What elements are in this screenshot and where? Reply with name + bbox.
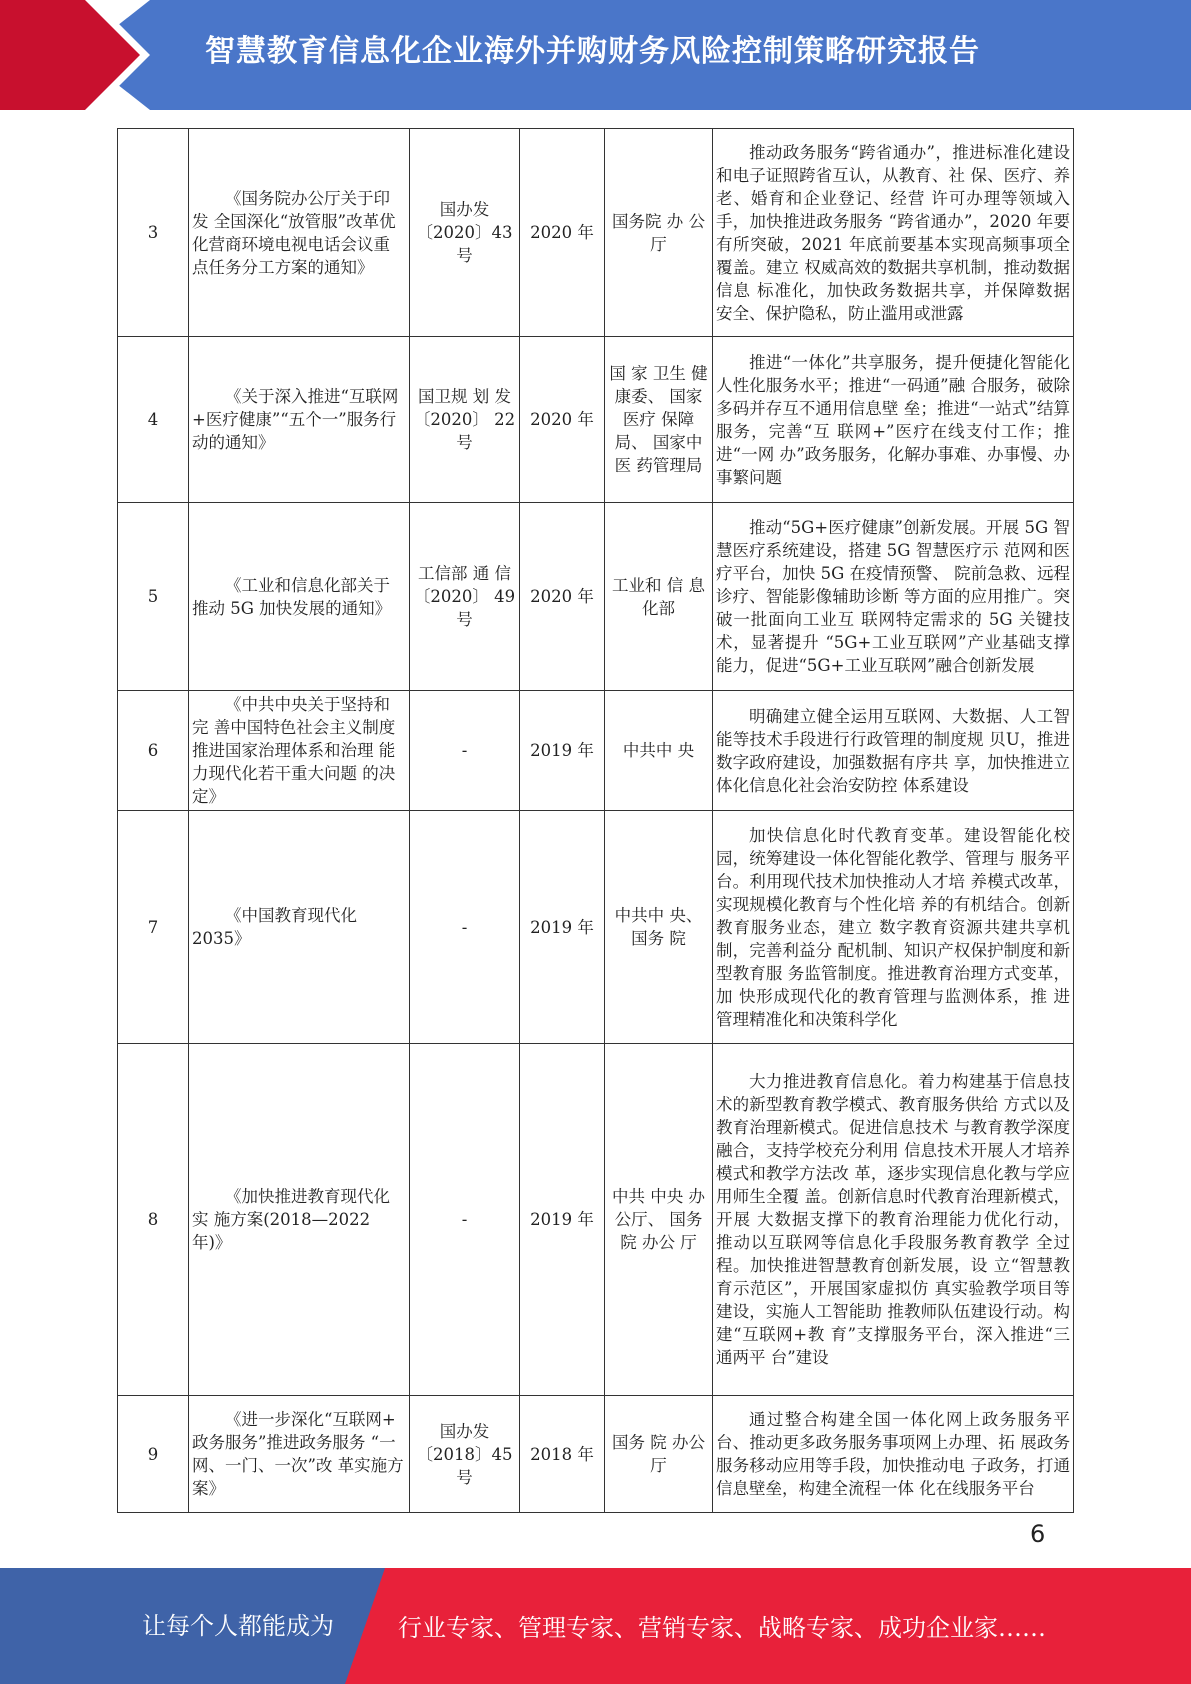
report-title: 智慧教育信息化企业海外并购财务风险控制策略研究报告 bbox=[205, 34, 980, 69]
footer-slogan-roles: 行业专家、管理专家、营销专家、战略专家、成功企业家…… bbox=[398, 1614, 1046, 1642]
policy-content: 明确建立健全运用互联网、大数据、人工智能等技术手段进行行政管理的制度规 贝U，推进数字政府建设，加强数据有序共 享，加快推进立体化信息化社会治安防控 体系建设 bbox=[713, 691, 1074, 811]
document-number: - bbox=[410, 1044, 520, 1396]
issue-year: 2020 年 bbox=[520, 129, 605, 337]
row-number: 5 bbox=[118, 503, 189, 691]
policy-content: 通过整合构建全国一体化网上政务服务平 台、推动更多政务服务事项网上办理、拓 展政务服务移动应用等手段，加快推动电 子政务，打通信息壁垒，构建全流程一体 化在线服务平台 bbox=[713, 1396, 1074, 1513]
table-row bbox=[118, 691, 1074, 811]
document-number: 国办发〔2020〕43 号 bbox=[410, 129, 520, 337]
page-footer bbox=[0, 1568, 1191, 1684]
footer-slogan-lead: 让每个人都能成为 bbox=[142, 1612, 334, 1640]
document-title: 《工业和信息化部关于推动 5G 加快发展的通知》 bbox=[189, 503, 410, 691]
page-number: 6 bbox=[1030, 1520, 1046, 1548]
document-title: 《中国教育现代化 2035》 bbox=[189, 811, 410, 1044]
issuing-authority: 中共 中央 办公厅、 国务 院 办公 厅 bbox=[605, 1044, 713, 1396]
row-number: 3 bbox=[118, 129, 189, 337]
document-title: 《进一步深化“互联网+ 政务服务”推进政务服务 “一网、一门、一次”改 革实施方案》 bbox=[189, 1396, 410, 1513]
table-row bbox=[118, 129, 1074, 337]
table-row bbox=[118, 503, 1074, 691]
issue-year: 2020 年 bbox=[520, 337, 605, 503]
document-title: 《加快推进教育现代化实 施方案(2018—2022 年)》 bbox=[189, 1044, 410, 1396]
issuing-authority: 国 家 卫生 健康委、 国家医疗 保障局、 国家中医 药管理局 bbox=[605, 337, 713, 503]
policy-content: 加快信息化时代教育变革。建设智能化校园，统筹建设一体化智能化教学、管理与 服务平台。利用现代技术加快推动人才培 养模式改革，实现规模化教育与个性化培 养的有机结合。创新教育服务业态，建立 数字教育资源共建共享机制，完善利益分 配机制、知识产权保护制度和新型教育服 务监管制度。推进教育治理方式变革，加 快形成现代化的教育管理与监测体系，推 进管理精准化和决策科学化 bbox=[713, 811, 1074, 1044]
page-header bbox=[0, 0, 1191, 110]
row-number: 6 bbox=[118, 691, 189, 811]
issuing-authority: 工业和 信 息化部 bbox=[605, 503, 713, 691]
issue-year: 2019 年 bbox=[520, 1044, 605, 1396]
issue-year: 2018 年 bbox=[520, 1396, 605, 1513]
issuing-authority: 中共中 央、国务 院 bbox=[605, 811, 713, 1044]
document-number: 工信部 通 信 〔2020〕 49 号 bbox=[410, 503, 520, 691]
document-title: 《关于深入推进“互联网 +医疗健康”“五个一”服务行动的通知》 bbox=[189, 337, 410, 503]
issue-year: 2019 年 bbox=[520, 691, 605, 811]
policy-content: 推动“5G+医疗健康”创新发展。开展 5G 智慧医疗系统建设，搭建 5G 智慧医疗示 范网和医疗平台，加快 5G 在疫情预警、 院前急救、远程诊疗、智能影像辅助诊断 等方面的应用推广。突破一批面向工业互 联网特定需求的 5G 关键技术，显著提升 “5G+工业互联网”产业基础支撑能力，促进“5G+工业互联网”融合创新发展 bbox=[713, 503, 1074, 691]
document-title: 《中共中央关于坚持和完 善中国特色社会主义制度 推进国家治理体系和治理 能力现代化若干重大问题 的决定》 bbox=[189, 691, 410, 811]
policy-content: 推动政务服务“跨省通办”，推进标准化建设和电子证照跨省互认，从教育、社 保、医疗、养老、婚育和企业登记、经营 许可办理等领域入手，加快推进政务服务 “跨省通办”，2020 年要有所突破，2021 年底前要基本实现高频事项全覆盖。建立 权威高效的数据共享机制，推动数据信息 标准化，加快政务数据共享，并保障数据 安全、保护隐私，防止滥用或泄露 bbox=[713, 129, 1074, 337]
issuing-authority: 国务院 办 公厅 bbox=[605, 129, 713, 337]
table-row bbox=[118, 811, 1074, 1044]
table-row bbox=[118, 337, 1074, 503]
issue-year: 2020 年 bbox=[520, 503, 605, 691]
policy-table-body bbox=[118, 129, 1074, 1513]
policy-content: 大力推进教育信息化。着力构建基于信息技术的新型教育教学模式、教育服务供给 方式以及教育治理新模式。促进信息技术 与教育教学深度融合，支持学校充分利用 信息技术开展人才培养模式和教学方法改 革，逐步实现信息化教与学应用师生全覆 盖。创新信息时代教育治理新模式，开展 大数据支撑下的教育治理能力优化行动， 推动以互联网等信息化手段服务教育教学 全过程。加快推进智慧教育创新发展，设 立“智慧教育示范区”，开展国家虚拟仿 真实验教学项目等建设，实施人工智能助 推教师队伍建设行动。构建“互联网+教 育”支撑服务平台，深入推进“三通两平 台”建设 bbox=[713, 1044, 1074, 1396]
row-number: 4 bbox=[118, 337, 189, 503]
issuing-authority: 国务 院 办公 厅 bbox=[605, 1396, 713, 1513]
table-row bbox=[118, 1044, 1074, 1396]
document-number: 国办发〔2018〕45 号 bbox=[410, 1396, 520, 1513]
row-number: 8 bbox=[118, 1044, 189, 1396]
row-number: 9 bbox=[118, 1396, 189, 1513]
table-row bbox=[118, 1396, 1074, 1513]
issue-year: 2019 年 bbox=[520, 811, 605, 1044]
policy-table bbox=[117, 128, 1074, 1513]
document-title: 《国务院办公厅关于印发 全国深化“放管服”改革优化营商环境电视电话会议重点任务分工方案的通知》 bbox=[189, 129, 410, 337]
document-number: - bbox=[410, 691, 520, 811]
document-number: - bbox=[410, 811, 520, 1044]
row-number: 7 bbox=[118, 811, 189, 1044]
issuing-authority: 中共中 央 bbox=[605, 691, 713, 811]
document-number: 国卫规 划 发 〔2020〕 22 号 bbox=[410, 337, 520, 503]
policy-content: 推进“一体化”共享服务，提升便捷化智能化人性化服务水平；推进“一码通”融 合服务，破除多码并存互不通用信息壁 垒；推进“一站式”结算服务，完善“互 联网+”医疗在线支付工作；推进“一网 办”政务服务，化解办事难、办事慢、办 事繁问题 bbox=[713, 337, 1074, 503]
